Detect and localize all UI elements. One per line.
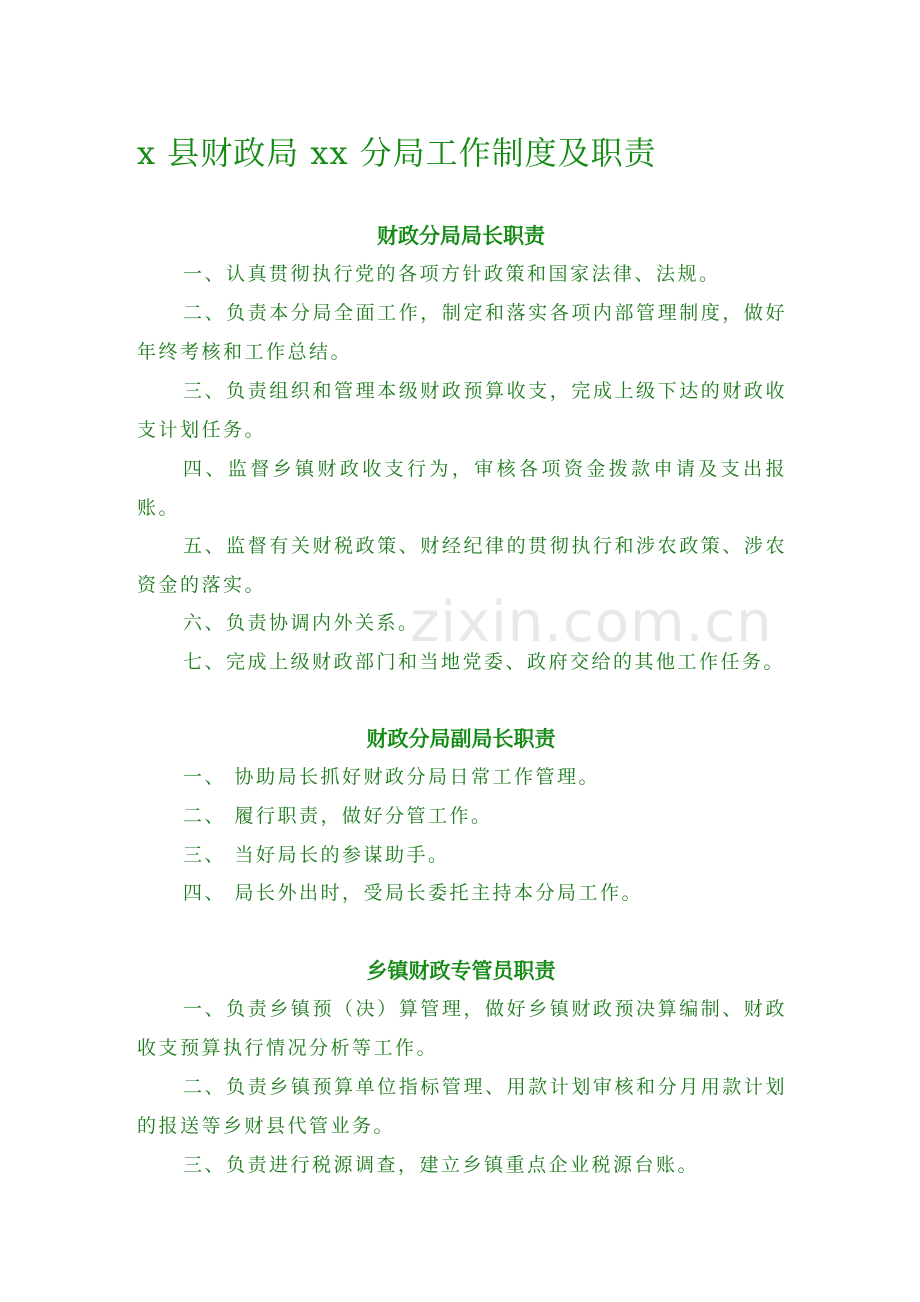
paragraph: 一、负责乡镇预（决）算管理，做好乡镇财政预决算编制、财政收支预算执行情况分析等工作。	[137, 998, 787, 1059]
paragraph: 一、认真贯彻执行党的各项方针政策和国家法律、法规。	[183, 263, 721, 285]
section-heading-director: 财政分局局长职责	[377, 224, 545, 248]
paragraph: 四、监督乡镇财政收支行为，审核各项资金拨款申请及支出报账。	[137, 458, 787, 519]
section-heading-deputy-director: 财政分局副局长职责	[366, 727, 556, 751]
watermark: zixin.com.cn	[410, 590, 773, 655]
paragraph: 一、 协助局长抓好财政分局日常工作管理。	[183, 766, 601, 788]
paragraph: 四、 局长外出时，受局长委托主持本分局工作。	[183, 882, 644, 904]
paragraph: 二、负责乡镇预算单位指标管理、用款计划审核和分月用款计划的报送等乡财县代管业务。	[137, 1076, 787, 1137]
paragraph: 二、负责本分局全面工作，制定和落实各项内部管理制度，做好年终考核和工作总结。	[137, 302, 787, 363]
paragraph: 六、负责协调内外关系。	[183, 612, 420, 634]
paragraph: 二、 履行职责，做好分管工作。	[183, 805, 493, 827]
section-heading-township-officer: 乡镇财政专管员职责	[366, 959, 556, 983]
paragraph: 七、完成上级财政部门和当地党委、政府交给的其他工作任务。	[183, 651, 786, 673]
paragraph: 三、负责组织和管理本级财政预算收支，完成上级下达的财政收支计划任务。	[137, 380, 787, 441]
paragraph: 五、监督有关财税政策、财经纪律的贯彻执行和涉农政策、涉农资金的落实。	[137, 535, 787, 596]
paragraph: 三、 当好局长的参谋助手。	[183, 844, 450, 866]
document-title: x 县财政局 xx 分局工作制度及职责	[137, 134, 657, 172]
paragraph: 三、负责进行税源调查，建立乡镇重点企业税源台账。	[183, 1154, 700, 1176]
